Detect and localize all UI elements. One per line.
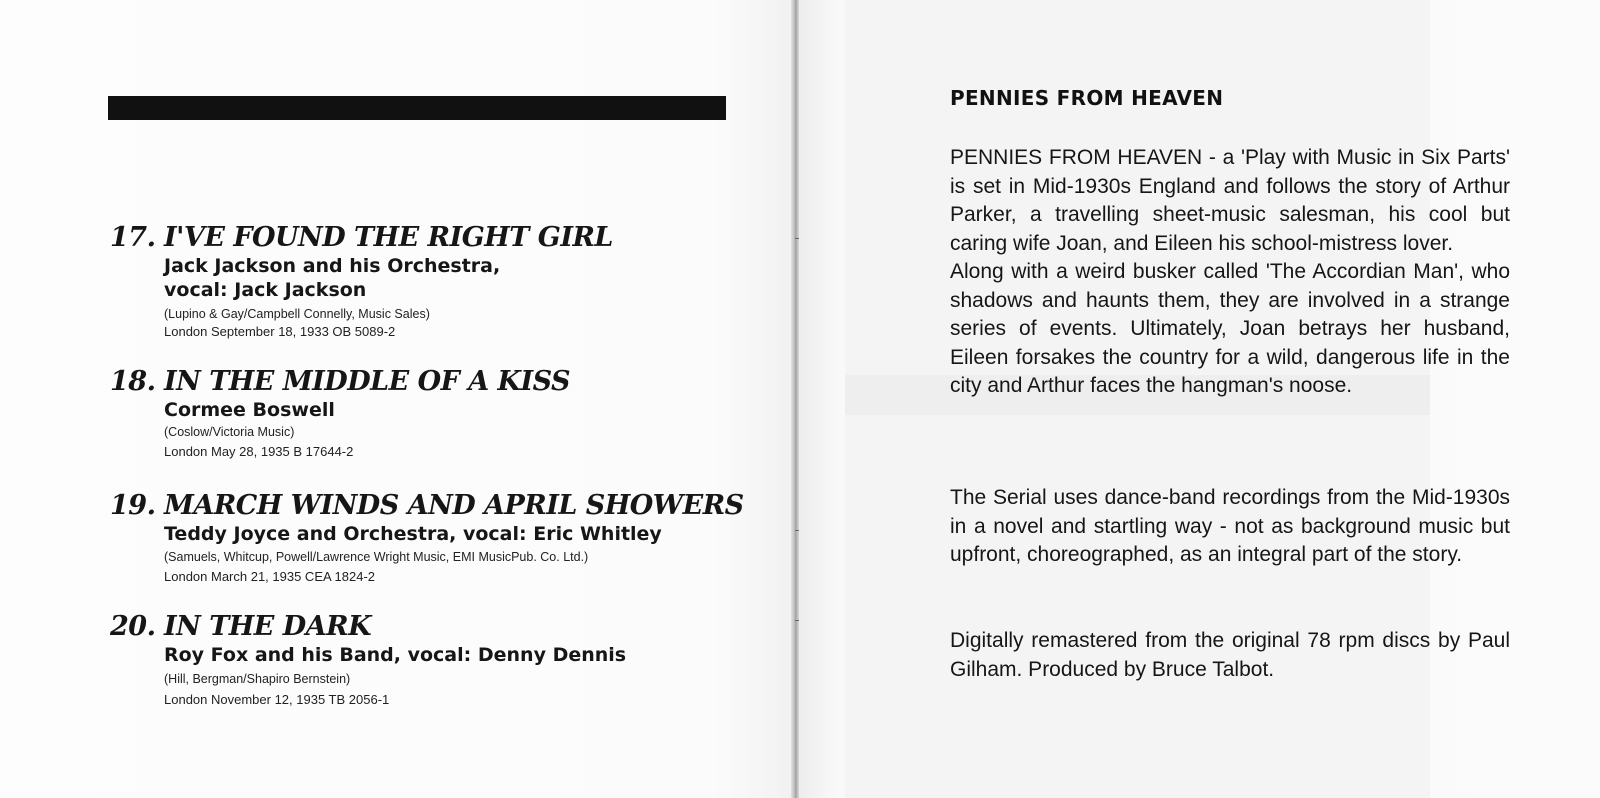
track-heading: [110, 490, 750, 522]
track-title: IN THE MIDDLE OF A KISS: [164, 366, 571, 397]
track-credit: (Lupino & Gay/Campbell Connelly, Music Sales): [164, 307, 430, 321]
track-title: IN THE DARK: [164, 611, 372, 642]
black-header-bar: [108, 96, 726, 120]
track-number: 17.: [110, 222, 156, 253]
track-credit: (Hill, Bergman/Shapiro Bernstein): [164, 672, 351, 686]
paragraph-serial: [950, 484, 1510, 570]
track-credit: (Samuels, Whitcup, Powell/Lawrence Wright Music, EMI MusicPub. Co. Ltd.): [164, 550, 589, 564]
track-performer: Roy Fox and his Band, vocal: Denny Dennis: [164, 644, 627, 666]
track-credit: (Coslow/Victoria Music): [164, 425, 295, 439]
paragraph-credits: [950, 627, 1510, 684]
track-heading: [110, 222, 750, 254]
track-performer: Jack Jackson and his Orchestra,: [164, 255, 501, 277]
track-performer: Teddy Joyce and Orchestra, vocal: Eric Whitley: [164, 523, 662, 545]
track-number: 19.: [110, 490, 156, 521]
paragraph-text: The Serial uses dance-band recordings from the Mid-1930s in a novel and startling way - not as background music but upfront, choreographed, as an integral part of the story.: [950, 486, 1510, 566]
track-performer: vocal: Jack Jackson: [164, 279, 367, 301]
track-19: [110, 490, 750, 585]
paragraph-synopsis: [950, 144, 1510, 401]
section-title: PENNIES FROM HEAVEN: [950, 86, 1224, 110]
track-heading: [110, 366, 750, 398]
track-number: 18.: [110, 366, 156, 397]
track-title: I'VE FOUND THE RIGHT GIRL: [164, 222, 613, 253]
track-17: [110, 222, 750, 340]
track-recording: London March 21, 1935 CEA 1824-2: [164, 569, 376, 584]
left-page: [0, 0, 793, 798]
track-recording: London May 28, 1935 B 17644-2: [164, 444, 354, 459]
track-number: 20.: [110, 611, 156, 642]
track-18: [110, 366, 750, 460]
track-recording: London November 12, 1935 TB 2056-1: [164, 692, 390, 707]
booklet-spine: [791, 0, 799, 798]
paragraph-text: Digitally remastered from the original 78 rpm discs by Paul Gilham. Produced by Bruce Talbot.: [950, 629, 1510, 681]
track-heading: [110, 611, 750, 643]
track-title: MARCH WINDS AND APRIL SHOWERS: [164, 490, 744, 521]
paragraph-text: Along with a weird busker called 'The Accordian Man', who shadows and haunts them, they are involved in a strange series of events. Ultimately, Joan betrays her husband, Eileen forsakes the country for a wild, dangerous life in the city and Arthur faces the hangman's noose.: [950, 260, 1510, 397]
track-20: [110, 611, 750, 708]
track-performer: Cormee Boswell: [164, 399, 335, 421]
track-recording: London September 18, 1933 OB 5089-2: [164, 324, 396, 339]
paragraph-text: PENNIES FROM HEAVEN - a 'Play with Music in Six Parts' is set in Mid-1930s England and follows the story of Arthur Parker, a travelling sheet-music salesman, his cool but caring wife Joan, and Eileen his school-mistress lover.: [950, 146, 1510, 255]
